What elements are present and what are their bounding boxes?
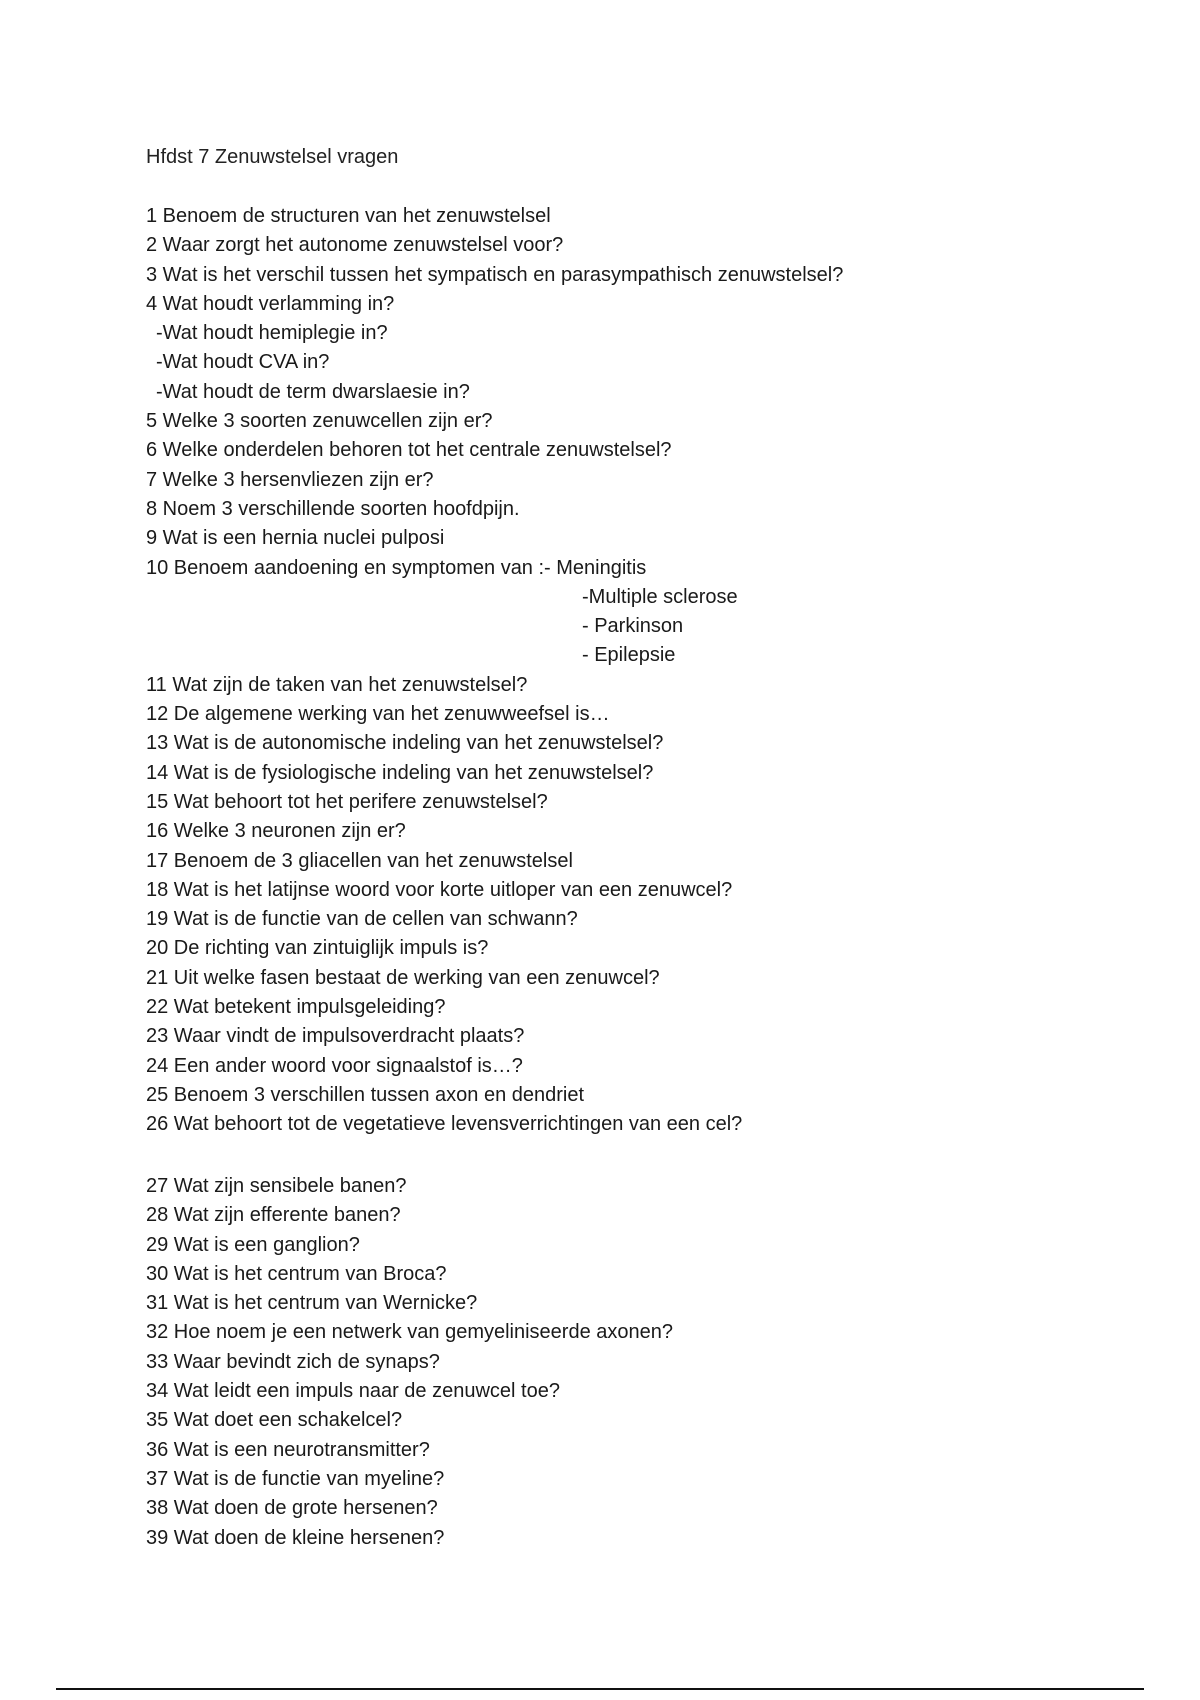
question-1: 1 Benoem de structuren van het zenuwstelsel: [146, 205, 551, 227]
question-36: 36 Wat is een neurotransmitter?: [146, 1438, 430, 1461]
question-23: 23 Waar vindt de impulsoverdracht plaats?: [146, 1025, 525, 1048]
question-26: 26 Wat behoort tot de vegetatieve levensverrichtingen van een cel?: [146, 1113, 743, 1136]
question-35: 35 Wat doet een schakelcel?: [146, 1409, 403, 1432]
question-4-sub-dwarslaesie: -Wat houdt de term dwarslaesie in?: [156, 380, 470, 403]
document-title: Hfdst 7 Zenuwstelsel vragen: [146, 146, 399, 168]
question-7: 7 Welke 3 hersenvliezen zijn er?: [146, 468, 434, 491]
question-8: 8 Noem 3 verschillende soorten hoofdpijn.: [146, 497, 520, 520]
question-10-parkinson: - Parkinson: [582, 615, 684, 638]
question-16: 16 Welke 3 neuronen zijn er?: [146, 820, 406, 843]
question-4-sub-cva: -Wat houdt CVA in?: [156, 351, 330, 374]
question-3: 3 Wat is het verschil tussen het sympatisch en parasympathisch zenuwstelsel?: [146, 263, 844, 286]
question-10-multiple-sclerose: -Multiple sclerose: [582, 585, 738, 608]
question-18: 18 Wat is het latijnse woord voor korte uitloper van een zenuwcel?: [146, 878, 733, 901]
question-12: 12 De algemene werking van het zenuwweefsel is…: [146, 703, 610, 726]
question-21: 21 Uit welke fasen bestaat de werking van een zenuwcel?: [146, 966, 660, 989]
question-30: 30 Wat is het centrum van Broca?: [146, 1262, 447, 1285]
question-17: 17 Benoem de 3 gliacellen van het zenuwstelsel: [146, 849, 573, 872]
question-33: 33 Waar bevindt zich de synaps?: [146, 1350, 440, 1373]
question-39: 39 Wat doen de kleine hersenen?: [146, 1526, 445, 1549]
question-22: 22 Wat betekent impulsgeleiding?: [146, 996, 446, 1019]
question-34: 34 Wat leidt een impuls naar de zenuwcel toe?: [146, 1380, 560, 1403]
question-19: 19 Wat is de functie van de cellen van schwann?: [146, 908, 578, 931]
question-25: 25 Benoem 3 verschillen tussen axon en dendriet: [146, 1083, 585, 1106]
question-24: 24 Een ander woord voor signaalstof is…?: [146, 1054, 523, 1077]
question-38: 38 Wat doen de grote hersenen?: [146, 1497, 438, 1520]
question-9: 9 Wat is een hernia nuclei pulposi: [146, 527, 445, 550]
question-4: 4 Wat houdt verlamming in?: [146, 292, 395, 315]
question-4-sub-hemiplegie: -Wat houdt hemiplegie in?: [156, 322, 388, 345]
question-5: 5 Welke 3 soorten zenuwcellen zijn er?: [146, 410, 493, 433]
question-37: 37 Wat is de functie van myeline?: [146, 1467, 445, 1490]
question-32: 32 Hoe noem je een netwerk van gemyeliniseerde axonen?: [146, 1321, 674, 1344]
question-15: 15 Wat behoort tot het perifere zenuwstelsel?: [146, 790, 548, 813]
question-2: 2 Waar zorgt het autonome zenuwstelsel voor?: [146, 234, 564, 257]
question-31: 31 Wat is het centrum van Wernicke?: [146, 1292, 478, 1315]
question-27: 27 Wat zijn sensibele banen?: [146, 1175, 407, 1197]
question-10: 10 Benoem aandoening en symptomen van :- Meningitis: [146, 556, 647, 579]
question-list-1: [146, 202, 1146, 1140]
question-28: 28 Wat zijn efferente banen?: [146, 1204, 401, 1227]
question-14: 14 Wat is de fysiologische indeling van het zenuwstelsel?: [146, 761, 654, 784]
question-20: 20 De richting van zintuiglijk impuls is?: [146, 937, 489, 960]
question-11: 11 Wat zijn de taken van het zenuwstelsel?: [146, 673, 528, 696]
question-6: 6 Welke onderdelen behoren tot het centrale zenuwstelsel?: [146, 439, 672, 462]
question-list-2: [146, 1172, 1146, 1553]
page-bottom-rule: [56, 1688, 1144, 1690]
question-29: 29 Wat is een ganglion?: [146, 1233, 360, 1256]
question-10-epilepsie: - Epilepsie: [582, 644, 676, 667]
question-13: 13 Wat is de autonomische indeling van het zenuwstelsel?: [146, 732, 664, 755]
